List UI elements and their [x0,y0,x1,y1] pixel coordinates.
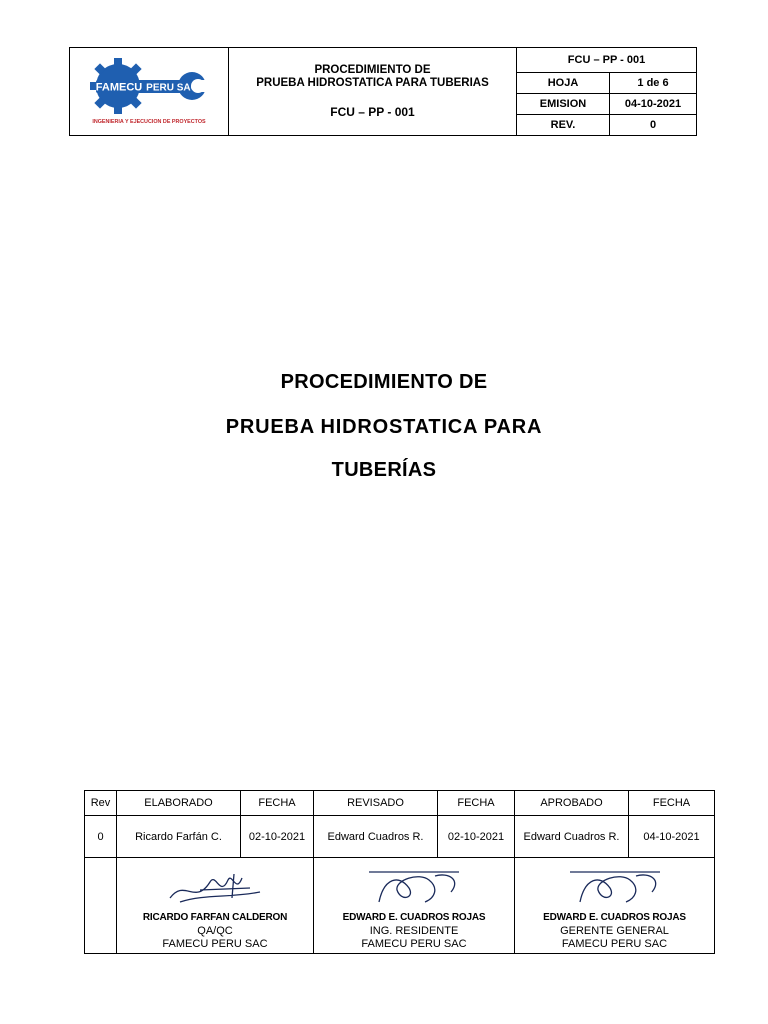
col-revisado-header: REVISADO [314,791,438,816]
hoja-value: 1 de 6 [610,73,697,94]
signature-company-aprobado: FAMECU PERU SAC [561,938,668,950]
elaborado-date: 02-10-2021 [241,816,314,858]
signature-company-elaborado: FAMECU PERU SAC [162,938,268,950]
signature-scribble-icon [339,868,489,912]
logo-tagline: INGENIERIA Y EJECUCION DE PROYECTOS [92,119,206,125]
header-doc-code: FCU – PP - 001 [330,105,415,119]
col-rev-header: Rev [85,791,117,816]
signature-role-revisado: ING. RESIDENTE [369,925,459,937]
header-title-cell [229,48,517,136]
aprobado-date: 04-10-2021 [629,816,715,858]
logo-text-left: FAMECU [95,81,143,94]
company-logo [70,48,229,136]
col-fecha2-header: FECHA [438,791,515,816]
col-fecha1-header: FECHA [241,791,314,816]
logo-text-right: PERU SAC [146,82,198,94]
approval-values-row [85,816,715,858]
header-title-line2: PRUEBA HIDROSTATICA PARA TUBERIAS [256,77,489,89]
approval-header-row [85,791,715,816]
signature-role-elaborado: QA/QC [197,925,233,937]
signature-name-aprobado: EDWARD E. CUADROS ROJAS [543,912,686,923]
header-title-line1: PROCEDIMIENTO DE [314,64,431,76]
hoja-label: HOJA [517,73,610,94]
signature-empty-cell [85,858,117,954]
revisado-date: 02-10-2021 [438,816,515,858]
signature-block-revisado [314,858,515,954]
signature-scribble-icon [150,868,280,912]
signature-role-aprobado: GERENTE GENERAL [560,925,669,937]
signature-block-aprobado [515,858,715,954]
document-header [69,47,697,136]
rev-value: 0 [610,115,697,136]
signature-company-revisado: FAMECU PERU SAC [361,938,467,950]
rev-label: REV. [517,115,610,136]
signature-block-elaborado [117,858,314,954]
famecu-logo-icon [74,50,224,130]
signature-name-elaborado: RICARDO FARFAN CALDERON [142,912,288,923]
elaborado-name: Ricardo Farfán C. [117,816,241,858]
rev-number: 0 [85,816,117,858]
col-elaborado-header: ELABORADO [117,791,241,816]
revisado-name: Edward Cuadros R. [314,816,438,858]
main-title-line2: PRUEBA HIDROSTATICA PARA [225,416,543,438]
col-aprobado-header: APROBADO [515,791,629,816]
main-title-line1: PROCEDIMIENTO DE [280,371,488,393]
approval-table [84,790,715,954]
main-title-line3: TUBERÍAS [331,459,437,481]
emision-value: 04-10-2021 [610,94,697,115]
col-fecha3-header: FECHA [629,791,715,816]
signature-name-revisado: EDWARD E. CUADROS ROJAS [342,912,486,923]
header-ref-code: FCU – PP - 001 [517,48,697,73]
emision-label: EMISION [517,94,610,115]
signature-scribble-icon [540,868,690,912]
signature-row [85,858,715,954]
aprobado-name: Edward Cuadros R. [515,816,629,858]
